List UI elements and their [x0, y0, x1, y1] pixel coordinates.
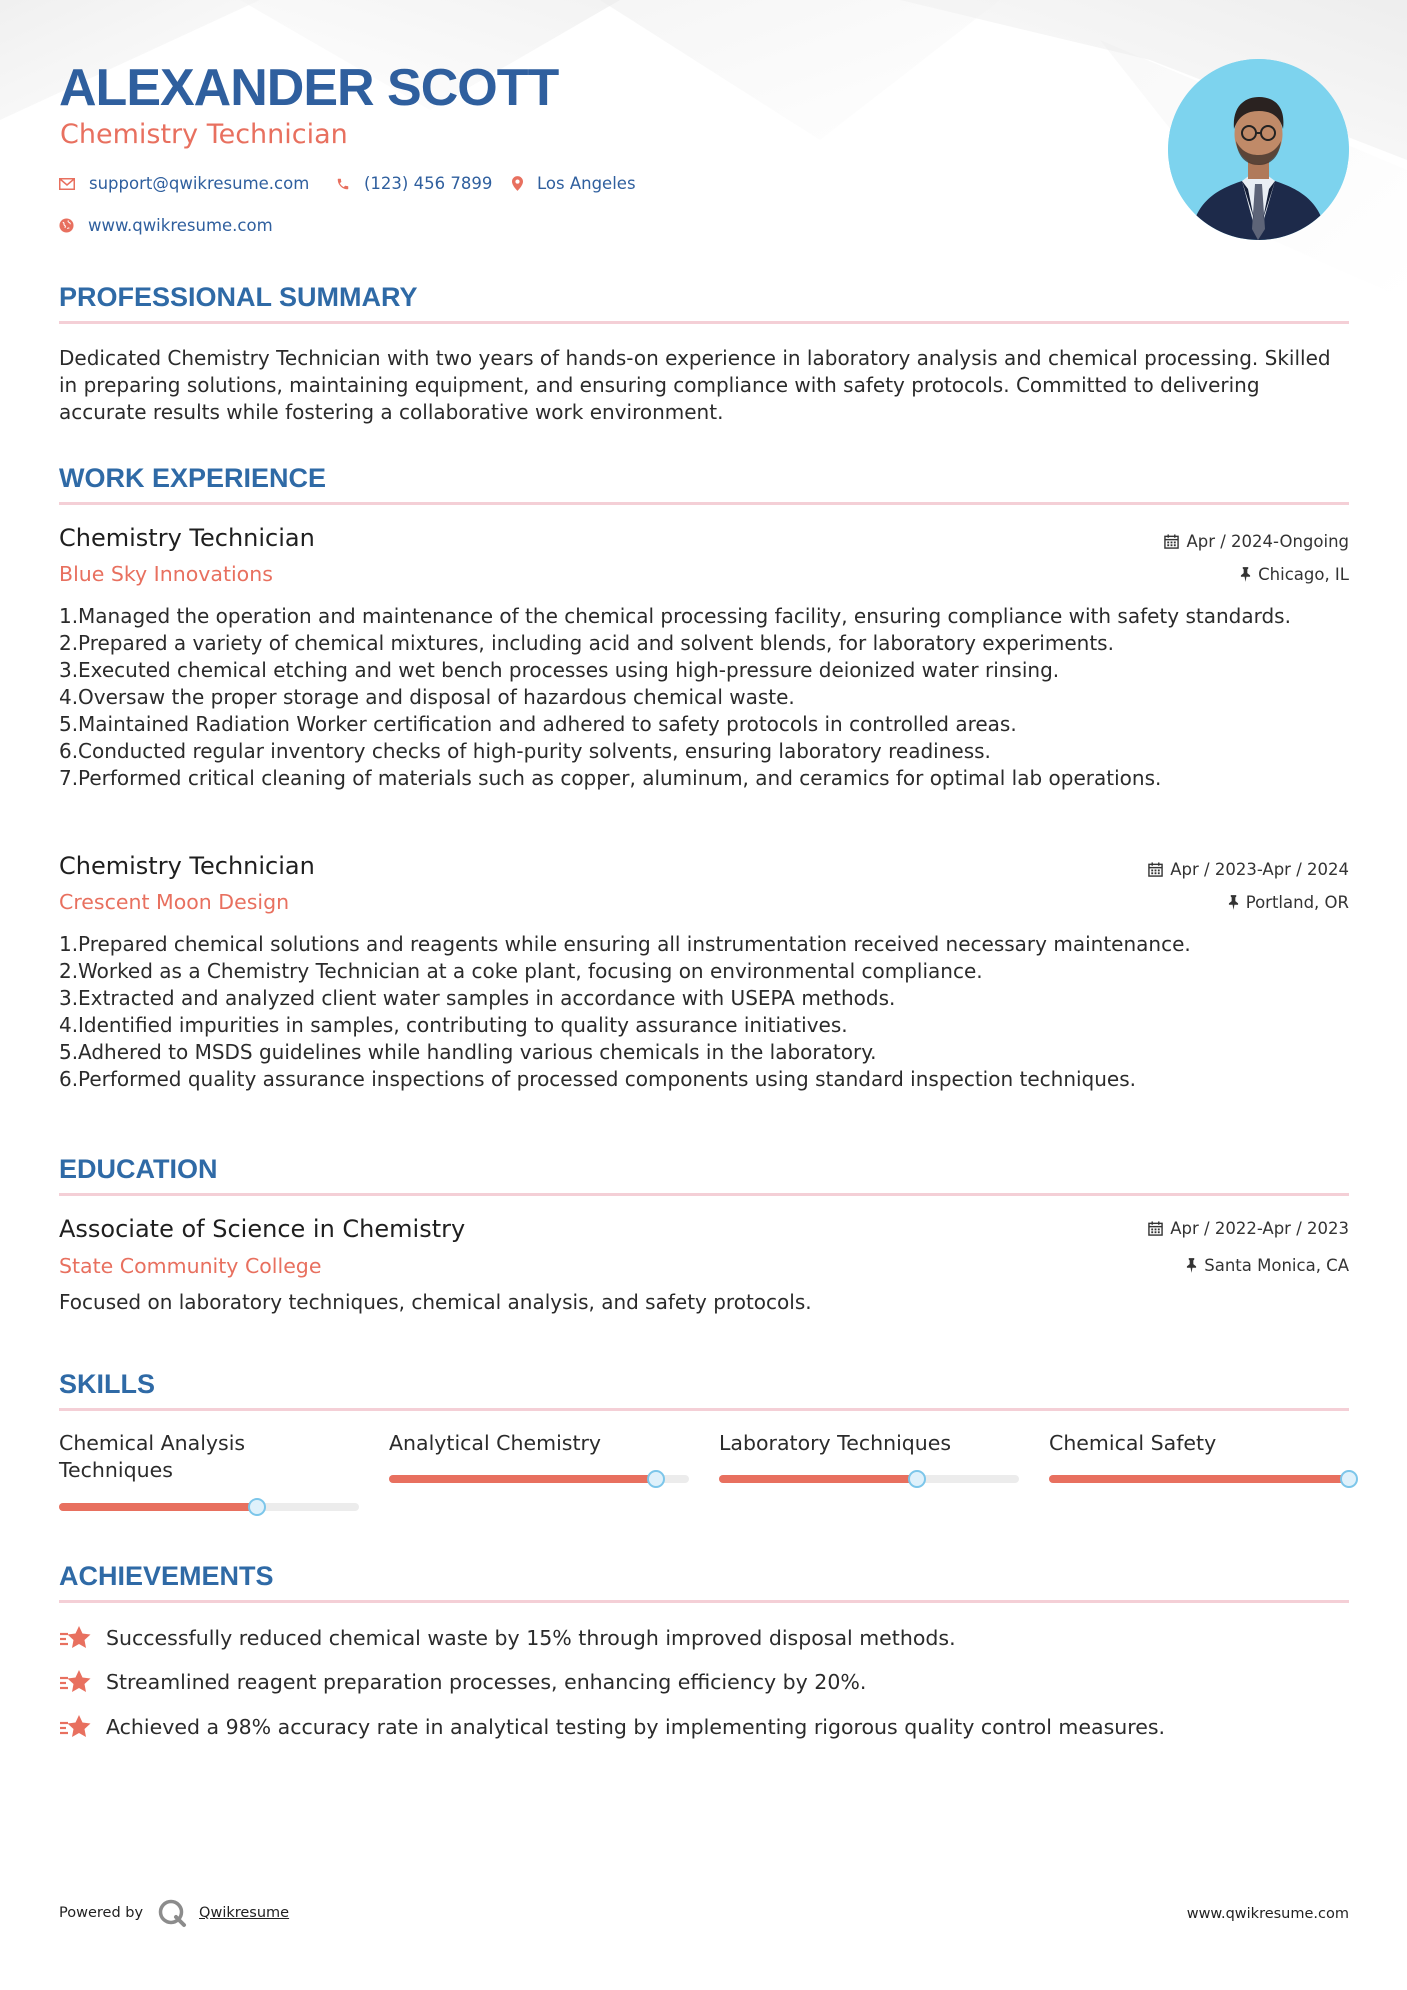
website-contact[interactable]	[59, 216, 273, 235]
list-item: 1. Prepared chemical solutions and reagents while ensuring all instrumentation received necessary maintenance.	[59, 932, 1191, 956]
skills-heading: SKILLS	[59, 1369, 156, 1399]
education-heading: EDUCATION	[59, 1154, 218, 1184]
education-dates	[1148, 1219, 1349, 1238]
job-dates	[1164, 532, 1349, 551]
summary-text: Dedicated Chemistry Technician with two years of hands-on experience in laboratory analysis and chemical processing. Skilled in preparing solutions, maintaining equipment, and ensuring compliance with safety protocols. Committed to delivering accurate results while fostering a collaborative work environment.	[59, 346, 1331, 424]
skill-level-fill	[59, 1503, 257, 1511]
skill-item	[59, 1430, 359, 1484]
candidate-title: Chemistry Technician	[60, 119, 348, 150]
section-divider	[59, 502, 1349, 505]
list-item: 2. Prepared a variety of chemical mixtures, including acid and solvent blends, for laboratory experiments.	[59, 631, 1114, 655]
location-contact	[512, 174, 636, 193]
skill-level-fill	[719, 1475, 917, 1483]
list-item: 4. Oversaw the proper storage and disposal of hazardous chemical waste.	[59, 685, 795, 709]
calendar-icon	[1148, 1221, 1163, 1236]
skill-level-knob	[1340, 1470, 1358, 1488]
list-item: 2. Worked as a Chemistry Technician at a coke plant, focusing on environmental compliance.	[59, 959, 983, 983]
list-item: 6. Performed quality assurance inspections of processed components using standard inspection techniques.	[59, 1067, 1136, 1091]
location-text: Los Angeles	[537, 174, 636, 193]
job-location-text: Chicago, IL	[1258, 565, 1349, 584]
skill-item	[389, 1430, 689, 1457]
shooting-star-icon	[59, 1669, 91, 1695]
skill-level-knob	[908, 1470, 926, 1488]
skill-level-knob	[647, 1470, 665, 1488]
shooting-star-icon	[59, 1625, 91, 1651]
experience-heading: WORK EXPERIENCE	[59, 463, 327, 493]
education-location	[1186, 1256, 1349, 1275]
section-divider	[59, 1600, 1349, 1603]
achievement-item	[59, 1714, 1165, 1740]
phone-icon	[336, 177, 350, 191]
pushpin-icon	[1240, 567, 1251, 582]
job-location	[1228, 893, 1349, 912]
job-location	[1240, 565, 1349, 584]
phone-contact[interactable]	[336, 174, 492, 193]
skill-name: Chemical Safety	[1049, 1431, 1217, 1455]
skill-name: Chemical Analysis Techniques	[59, 1431, 246, 1482]
website-text: www.qwikresume.com	[88, 216, 273, 235]
job-responsibilities	[59, 603, 1349, 792]
calendar-icon	[1164, 534, 1179, 549]
envelope-icon	[59, 178, 75, 190]
skill-level-bar	[59, 1503, 359, 1511]
education-dates-text: Apr / 2022-Apr / 2023	[1170, 1219, 1349, 1238]
section-divider	[59, 1193, 1349, 1196]
skill-level-knob	[248, 1498, 266, 1516]
job-title: Chemistry Technician	[59, 852, 315, 880]
achievement-item	[59, 1669, 866, 1695]
job-company: Blue Sky Innovations	[59, 562, 273, 586]
qwikresume-link[interactable]: Qwikresume	[199, 1905, 290, 1921]
job-responsibilities	[59, 931, 1349, 1093]
job-company: Crescent Moon Design	[59, 890, 290, 914]
achievement-text: Achieved a 98% accuracy rate in analytical testing by implementing rigorous quality control measures.	[106, 1715, 1166, 1739]
list-item: 7. Performed critical cleaning of materials such as copper, aluminum, and ceramics for optimal lab operations.	[59, 766, 1162, 790]
section-divider	[59, 1408, 1349, 1411]
list-item: 1. Managed the operation and maintenance of the chemical processing facility, ensuring compliance with safety standards.	[59, 604, 1291, 628]
skill-level-bar	[1049, 1475, 1349, 1483]
achievement-text: Successfully reduced chemical waste by 15% through improved disposal methods.	[106, 1626, 956, 1650]
degree-title: Associate of Science in Chemistry	[59, 1215, 466, 1243]
candidate-name: ALEXANDER SCOTT	[59, 59, 559, 117]
map-pin-icon	[512, 176, 523, 191]
phone-text: (123) 456 7899	[364, 174, 493, 193]
list-item: 5. Adhered to MSDS guidelines while handling various chemicals in the laboratory.	[59, 1040, 877, 1064]
skill-level-bar	[719, 1475, 1019, 1483]
email-text: support@qwikresume.com	[89, 174, 310, 193]
pushpin-icon	[1186, 1258, 1197, 1273]
skill-item	[719, 1430, 1019, 1457]
achievement-text: Streamlined reagent preparation processes, enhancing efficiency by 20%.	[106, 1670, 867, 1694]
list-item: 6. Conducted regular inventory checks of high-purity solvents, ensuring laboratory readiness.	[59, 739, 991, 763]
list-item: 4. Identified impurities in samples, contributing to quality assurance initiatives.	[59, 1013, 848, 1037]
skill-level-fill	[389, 1475, 656, 1483]
footer-website-link[interactable]: www.qwikresume.com	[1186, 1906, 1349, 1922]
skill-level-fill	[1049, 1475, 1349, 1483]
education-location-text: Santa Monica, CA	[1204, 1256, 1349, 1275]
school-name: State Community College	[59, 1254, 322, 1278]
powered-by-label: Powered by	[59, 1905, 144, 1921]
summary-heading: PROFESSIONAL SUMMARY	[59, 282, 418, 312]
shooting-star-icon	[59, 1714, 91, 1740]
list-item: 5. Maintained Radiation Worker certification and adhered to safety protocols in controlled areas.	[59, 712, 1017, 736]
pushpin-icon	[1228, 895, 1239, 910]
job-dates-text: Apr / 2024-Ongoing	[1186, 532, 1349, 551]
footer-branding	[59, 1898, 289, 1928]
achievements-heading: ACHIEVEMENTS	[59, 1561, 274, 1591]
calendar-icon	[1148, 862, 1163, 877]
skill-name: Laboratory Techniques	[719, 1431, 952, 1455]
achievement-item	[59, 1625, 956, 1651]
job-title: Chemistry Technician	[59, 524, 315, 552]
qwikresume-logo-icon	[157, 1898, 187, 1928]
section-divider	[59, 321, 1349, 324]
email-contact[interactable]	[59, 174, 309, 193]
skill-name: Analytical Chemistry	[389, 1431, 602, 1455]
globe-icon	[59, 218, 74, 233]
list-item: 3. Executed chemical etching and wet bench processes using high-pressure deionized water rinsing.	[59, 658, 1060, 682]
list-item: 3. Extracted and analyzed client water samples in accordance with USEPA methods.	[59, 986, 896, 1010]
job-dates	[1148, 860, 1349, 879]
education-description: Focused on laboratory techniques, chemical analysis, and safety protocols.	[59, 1290, 812, 1314]
skill-level-bar	[389, 1475, 689, 1483]
profile-photo	[1168, 59, 1349, 240]
skill-item	[1049, 1430, 1349, 1457]
job-location-text: Portland, OR	[1245, 893, 1349, 912]
job-dates-text: Apr / 2023-Apr / 2024	[1170, 860, 1349, 879]
